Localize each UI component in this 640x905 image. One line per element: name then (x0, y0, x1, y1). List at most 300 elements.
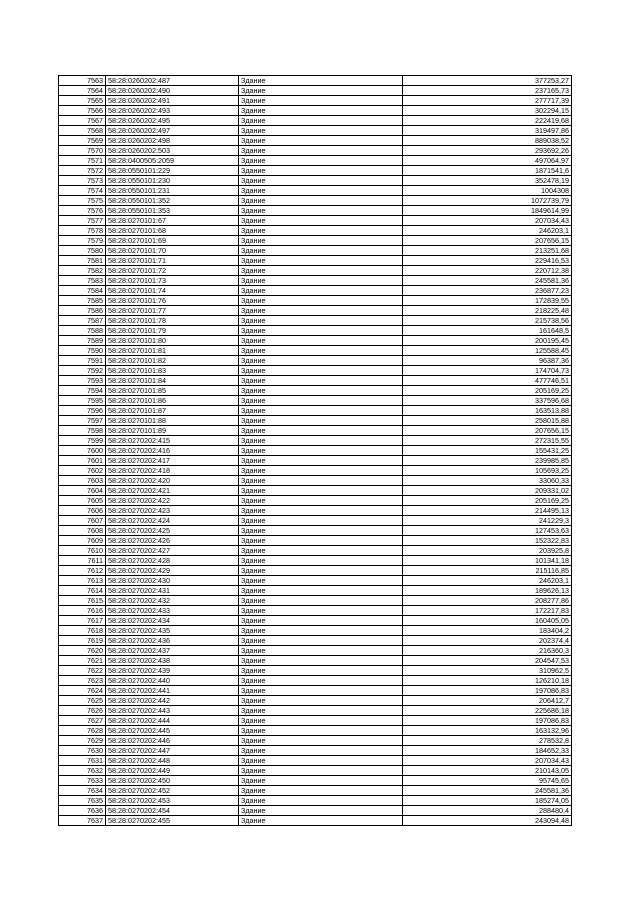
value-cell: 105693,25 (403, 466, 572, 476)
object-type-cell: Здание (239, 416, 403, 426)
row-number-cell: 7611 (59, 556, 106, 566)
object-type-cell: Здание (239, 606, 403, 616)
object-type-cell: Здание (239, 366, 403, 376)
cadastral-number-cell: 58:28:0270202:417 (106, 456, 239, 466)
value-cell: 200195,45 (403, 336, 572, 346)
cadastral-number-cell: 58:28:0550101:353 (106, 206, 239, 216)
value-cell: 241229,3 (403, 516, 572, 526)
object-type-cell: Здание (239, 386, 403, 396)
table-row (59, 466, 572, 476)
value-cell: 205169,25 (403, 386, 572, 396)
cadastral-number-cell: 58:28:0270101:84 (106, 376, 239, 386)
cadastral-number-cell: 58:28:0270101:89 (106, 426, 239, 436)
cadastral-number-cell: 58:28:0270202:450 (106, 776, 239, 786)
value-cell: 207656,15 (403, 426, 572, 436)
cadastral-number-cell: 58:28:0270202:425 (106, 526, 239, 536)
value-cell: 258015,88 (403, 416, 572, 426)
cadastral-number-cell: 58:28:0270202:427 (106, 546, 239, 556)
object-type-cell: Здание (239, 356, 403, 366)
row-number-cell: 7588 (59, 326, 106, 336)
table-row (59, 576, 572, 586)
row-number-cell: 7632 (59, 766, 106, 776)
cadastral-number-cell: 58:28:0270101:78 (106, 316, 239, 326)
row-number-cell: 7626 (59, 706, 106, 716)
object-type-cell: Здание (239, 716, 403, 726)
value-cell: 127453,63 (403, 526, 572, 536)
row-number-cell: 7608 (59, 526, 106, 536)
cadastral-number-cell: 58:28:0270101:85 (106, 386, 239, 396)
value-cell: 246203,1 (403, 576, 572, 586)
cadastral-number-cell: 58:28:0260202:491 (106, 96, 239, 106)
row-number-cell: 7595 (59, 396, 106, 406)
value-cell: 218225,48 (403, 306, 572, 316)
table-row (59, 766, 572, 776)
object-type-cell: Здание (239, 106, 403, 116)
value-cell: 377253,27 (403, 76, 572, 86)
cadastral-number-cell: 58:28:0270202:446 (106, 736, 239, 746)
row-number-cell: 7617 (59, 616, 106, 626)
cadastral-number-cell: 58:28:0270202:438 (106, 656, 239, 666)
cadastral-number-cell: 58:28:0270202:454 (106, 806, 239, 816)
cadastral-number-cell: 58:28:0550101:230 (106, 176, 239, 186)
cadastral-number-cell: 58:28:0270101:80 (106, 336, 239, 346)
object-type-cell: Здание (239, 666, 403, 676)
cadastral-number-cell: 58:28:0270202:421 (106, 486, 239, 496)
table-row (59, 346, 572, 356)
cadastral-number-cell: 58:28:0270202:432 (106, 596, 239, 606)
object-type-cell: Здание (239, 326, 403, 336)
cadastral-number-cell: 58:28:0270101:83 (106, 366, 239, 376)
value-cell: 189626,13 (403, 586, 572, 596)
table-row (59, 756, 572, 766)
row-number-cell: 7610 (59, 546, 106, 556)
value-cell: 160405,05 (403, 616, 572, 626)
cadastral-number-cell: 58:28:0270202:449 (106, 766, 239, 776)
object-type-cell: Здание (239, 556, 403, 566)
object-type-cell: Здание (239, 586, 403, 596)
value-cell: 184652,33 (403, 746, 572, 756)
value-cell: 207656,15 (403, 236, 572, 246)
object-type-cell: Здание (239, 196, 403, 206)
object-type-cell: Здание (239, 646, 403, 656)
object-type-cell: Здание (239, 176, 403, 186)
row-number-cell: 7590 (59, 346, 106, 356)
value-cell: 220712,38 (403, 266, 572, 276)
value-cell: 161648,5 (403, 326, 572, 336)
object-type-cell: Здание (239, 446, 403, 456)
cadastral-number-cell: 58:28:0270202:418 (106, 466, 239, 476)
cadastral-number-cell: 58:28:0260202:493 (106, 106, 239, 116)
cadastral-number-cell: 58:28:0270101:67 (106, 216, 239, 226)
table-row (59, 86, 572, 96)
row-number-cell: 7581 (59, 256, 106, 266)
object-type-cell: Здание (239, 346, 403, 356)
value-cell: 352478,19 (403, 176, 572, 186)
object-type-cell: Здание (239, 736, 403, 746)
row-number-cell: 7606 (59, 506, 106, 516)
value-cell: 163513,88 (403, 406, 572, 416)
row-number-cell: 7594 (59, 386, 106, 396)
cadastral-number-cell: 58:28:0270202:433 (106, 606, 239, 616)
value-cell: 215116,85 (403, 566, 572, 576)
table-row (59, 626, 572, 636)
table-row (59, 316, 572, 326)
value-cell: 96387,36 (403, 356, 572, 366)
cadastral-number-cell: 58:28:0270202:423 (106, 506, 239, 516)
object-type-cell: Здание (239, 296, 403, 306)
object-type-cell: Здание (239, 156, 403, 166)
table-row (59, 386, 572, 396)
cadastral-number-cell: 58:28:0270202:429 (106, 566, 239, 576)
cadastral-number-cell: 58:28:0260202:503 (106, 146, 239, 156)
object-type-cell: Здание (239, 766, 403, 776)
table-row (59, 646, 572, 656)
cadastral-number-cell: 58:28:0270202:439 (106, 666, 239, 676)
table-row (59, 116, 572, 126)
property-table-body (59, 76, 572, 826)
cadastral-number-cell: 58:28:0270101:70 (106, 246, 239, 256)
table-row (59, 226, 572, 236)
value-cell: 239985,85 (403, 456, 572, 466)
cadastral-number-cell: 58:28:0270202:416 (106, 446, 239, 456)
value-cell: 246203,1 (403, 226, 572, 236)
value-cell: 1849614,99 (403, 206, 572, 216)
table-row (59, 96, 572, 106)
row-number-cell: 7587 (59, 316, 106, 326)
table-row (59, 356, 572, 366)
object-type-cell: Здание (239, 316, 403, 326)
object-type-cell: Здание (239, 426, 403, 436)
table-row (59, 126, 572, 136)
row-number-cell: 7585 (59, 296, 106, 306)
value-cell: 310962,5 (403, 666, 572, 676)
value-cell: 95745,65 (403, 776, 572, 786)
value-cell: 477746,51 (403, 376, 572, 386)
cadastral-number-cell: 58:28:0260202:497 (106, 126, 239, 136)
table-row (59, 486, 572, 496)
cadastral-number-cell: 58:28:0270101:69 (106, 236, 239, 246)
property-table (58, 75, 572, 826)
cadastral-number-cell: 58:28:0270202:422 (106, 496, 239, 506)
value-cell: 126210,18 (403, 676, 572, 686)
object-type-cell: Здание (239, 76, 403, 86)
row-number-cell: 7569 (59, 136, 106, 146)
row-number-cell: 7619 (59, 636, 106, 646)
object-type-cell: Здание (239, 656, 403, 666)
cadastral-number-cell: 58:28:0270101:82 (106, 356, 239, 366)
row-number-cell: 7566 (59, 106, 106, 116)
value-cell: 210143,05 (403, 766, 572, 776)
cadastral-number-cell: 58:28:0260202:487 (106, 76, 239, 86)
object-type-cell: Здание (239, 516, 403, 526)
value-cell: 207034,43 (403, 756, 572, 766)
table-row (59, 256, 572, 266)
object-type-cell: Здание (239, 526, 403, 536)
cadastral-number-cell: 58:28:0270101:68 (106, 226, 239, 236)
cadastral-number-cell: 58:28:0270202:447 (106, 746, 239, 756)
value-cell: 889038,52 (403, 136, 572, 146)
value-cell: 245581,36 (403, 276, 572, 286)
object-type-cell: Здание (239, 816, 403, 826)
row-number-cell: 7631 (59, 756, 106, 766)
object-type-cell: Здание (239, 406, 403, 416)
value-cell: 236877,23 (403, 286, 572, 296)
table-row (59, 546, 572, 556)
object-type-cell: Здание (239, 636, 403, 646)
row-number-cell: 7620 (59, 646, 106, 656)
row-number-cell: 7612 (59, 566, 106, 576)
table-row (59, 776, 572, 786)
row-number-cell: 7607 (59, 516, 106, 526)
object-type-cell: Здание (239, 756, 403, 766)
table-row (59, 206, 572, 216)
value-cell: 152322,83 (403, 536, 572, 546)
value-cell: 208277,86 (403, 596, 572, 606)
row-number-cell: 7598 (59, 426, 106, 436)
row-number-cell: 7616 (59, 606, 106, 616)
table-row (59, 376, 572, 386)
row-number-cell: 7636 (59, 806, 106, 816)
cadastral-number-cell: 58:28:0270202:437 (106, 646, 239, 656)
object-type-cell: Здание (239, 616, 403, 626)
object-type-cell: Здание (239, 806, 403, 816)
row-number-cell: 7582 (59, 266, 106, 276)
table-row (59, 566, 572, 576)
row-number-cell: 7602 (59, 466, 106, 476)
row-number-cell: 7586 (59, 306, 106, 316)
table-row (59, 396, 572, 406)
row-number-cell: 7567 (59, 116, 106, 126)
table-row (59, 166, 572, 176)
value-cell: 209331,02 (403, 486, 572, 496)
value-cell: 278532,8 (403, 736, 572, 746)
table-row (59, 336, 572, 346)
table-row (59, 606, 572, 616)
table-row (59, 596, 572, 606)
object-type-cell: Здание (239, 686, 403, 696)
object-type-cell: Здание (239, 476, 403, 486)
cadastral-number-cell: 58:28:0550101:231 (106, 186, 239, 196)
row-number-cell: 7571 (59, 156, 106, 166)
value-cell: 319497,86 (403, 126, 572, 136)
table-row (59, 816, 572, 826)
row-number-cell: 7583 (59, 276, 106, 286)
object-type-cell: Здание (239, 396, 403, 406)
table-row (59, 76, 572, 86)
object-type-cell: Здание (239, 676, 403, 686)
object-type-cell: Здание (239, 456, 403, 466)
cadastral-number-cell: 58:28:0270202:445 (106, 726, 239, 736)
cadastral-number-cell: 58:28:0270101:72 (106, 266, 239, 276)
row-number-cell: 7613 (59, 576, 106, 586)
value-cell: 202374,4 (403, 636, 572, 646)
cadastral-number-cell: 58:28:0270202:431 (106, 586, 239, 596)
value-cell: 204547,53 (403, 656, 572, 666)
cadastral-number-cell: 58:28:0270101:77 (106, 306, 239, 316)
table-row (59, 186, 572, 196)
table-row (59, 366, 572, 376)
table-row (59, 146, 572, 156)
cadastral-number-cell: 58:28:0260202:490 (106, 86, 239, 96)
table-row (59, 426, 572, 436)
row-number-cell: 7609 (59, 536, 106, 546)
object-type-cell: Здание (239, 466, 403, 476)
object-type-cell: Здание (239, 576, 403, 586)
row-number-cell: 7575 (59, 196, 106, 206)
cadastral-number-cell: 58:28:0550101:352 (106, 196, 239, 206)
object-type-cell: Здание (239, 96, 403, 106)
table-row (59, 666, 572, 676)
object-type-cell: Здание (239, 86, 403, 96)
row-number-cell: 7622 (59, 666, 106, 676)
row-number-cell: 7572 (59, 166, 106, 176)
table-row (59, 716, 572, 726)
row-number-cell: 7589 (59, 336, 106, 346)
object-type-cell: Здание (239, 626, 403, 636)
value-cell: 243094,48 (403, 816, 572, 826)
cadastral-number-cell: 58:28:0270202:440 (106, 676, 239, 686)
row-number-cell: 7603 (59, 476, 106, 486)
object-type-cell: Здание (239, 546, 403, 556)
value-cell: 225686,18 (403, 706, 572, 716)
value-cell: 272315,55 (403, 436, 572, 446)
row-number-cell: 7584 (59, 286, 106, 296)
row-number-cell: 7565 (59, 96, 106, 106)
row-number-cell: 7614 (59, 586, 106, 596)
object-type-cell: Здание (239, 796, 403, 806)
table-row (59, 106, 572, 116)
object-type-cell: Здание (239, 116, 403, 126)
value-cell: 1072739,79 (403, 196, 572, 206)
table-row (59, 526, 572, 536)
value-cell: 215738,56 (403, 316, 572, 326)
row-number-cell: 7574 (59, 186, 106, 196)
value-cell: 174704,73 (403, 366, 572, 376)
table-row (59, 196, 572, 206)
value-cell: 203925,8 (403, 546, 572, 556)
row-number-cell: 7624 (59, 686, 106, 696)
value-cell: 172839,55 (403, 296, 572, 306)
row-number-cell: 7599 (59, 436, 106, 446)
row-number-cell: 7618 (59, 626, 106, 636)
row-number-cell: 7625 (59, 696, 106, 706)
value-cell: 183404,2 (403, 626, 572, 636)
table-row (59, 136, 572, 146)
row-number-cell: 7578 (59, 226, 106, 236)
row-number-cell: 7621 (59, 656, 106, 666)
table-row (59, 476, 572, 486)
row-number-cell: 7576 (59, 206, 106, 216)
table-row (59, 726, 572, 736)
object-type-cell: Здание (239, 246, 403, 256)
object-type-cell: Здание (239, 206, 403, 216)
cadastral-number-cell: 58:28:0270202:435 (106, 626, 239, 636)
value-cell: 1004308 (403, 186, 572, 196)
value-cell: 163132,96 (403, 726, 572, 736)
row-number-cell: 7596 (59, 406, 106, 416)
table-row (59, 506, 572, 516)
value-cell: 197086,83 (403, 716, 572, 726)
object-type-cell: Здание (239, 266, 403, 276)
object-type-cell: Здание (239, 186, 403, 196)
object-type-cell: Здание (239, 306, 403, 316)
cadastral-number-cell: 58:28:0270101:74 (106, 286, 239, 296)
cadastral-number-cell: 58:28:0270202:424 (106, 516, 239, 526)
row-number-cell: 7591 (59, 356, 106, 366)
table-row (59, 806, 572, 816)
value-cell: 337596,68 (403, 396, 572, 406)
value-cell: 207034,43 (403, 216, 572, 226)
value-cell: 229416,53 (403, 256, 572, 266)
value-cell: 302294,15 (403, 106, 572, 116)
cadastral-number-cell: 58:28:0270101:87 (106, 406, 239, 416)
cadastral-number-cell: 58:28:0270101:79 (106, 326, 239, 336)
table-row (59, 746, 572, 756)
table-row (59, 796, 572, 806)
value-cell: 277717,39 (403, 96, 572, 106)
row-number-cell: 7629 (59, 736, 106, 746)
table-row (59, 306, 572, 316)
row-number-cell: 7623 (59, 676, 106, 686)
table-row (59, 216, 572, 226)
value-cell: 33060,33 (403, 476, 572, 486)
table-row (59, 156, 572, 166)
cadastral-number-cell: 58:28:0270202:444 (106, 716, 239, 726)
object-type-cell: Здание (239, 786, 403, 796)
table-row (59, 736, 572, 746)
table-row (59, 446, 572, 456)
table-row (59, 436, 572, 446)
cadastral-number-cell: 58:28:0260202:495 (106, 116, 239, 126)
cadastral-number-cell: 58:28:0270202:441 (106, 686, 239, 696)
object-type-cell: Здание (239, 706, 403, 716)
value-cell: 216360,3 (403, 646, 572, 656)
value-cell: 213251,68 (403, 246, 572, 256)
table-row (59, 326, 572, 336)
row-number-cell: 7637 (59, 816, 106, 826)
row-number-cell: 7580 (59, 246, 106, 256)
object-type-cell: Здание (239, 536, 403, 546)
cadastral-number-cell: 58:28:0270101:76 (106, 296, 239, 306)
object-type-cell: Здание (239, 236, 403, 246)
cadastral-number-cell: 58:28:0270202:420 (106, 476, 239, 486)
object-type-cell: Здание (239, 226, 403, 236)
object-type-cell: Здание (239, 336, 403, 346)
object-type-cell: Здание (239, 726, 403, 736)
value-cell: 172217,83 (403, 606, 572, 616)
table-row (59, 496, 572, 506)
row-number-cell: 7573 (59, 176, 106, 186)
row-number-cell: 7628 (59, 726, 106, 736)
row-number-cell: 7577 (59, 216, 106, 226)
table-row (59, 556, 572, 566)
value-cell: 125588,45 (403, 346, 572, 356)
object-type-cell: Здание (239, 746, 403, 756)
table-row (59, 586, 572, 596)
value-cell: 222419,68 (403, 116, 572, 126)
row-number-cell: 7592 (59, 366, 106, 376)
object-type-cell: Здание (239, 696, 403, 706)
table-row (59, 656, 572, 666)
row-number-cell: 7615 (59, 596, 106, 606)
table-row (59, 416, 572, 426)
value-cell: 1871541,6 (403, 166, 572, 176)
object-type-cell: Здание (239, 776, 403, 786)
object-type-cell: Здание (239, 216, 403, 226)
value-cell: 214495,13 (403, 506, 572, 516)
cadastral-number-cell: 58:28:0270202:434 (106, 616, 239, 626)
table-row (59, 176, 572, 186)
